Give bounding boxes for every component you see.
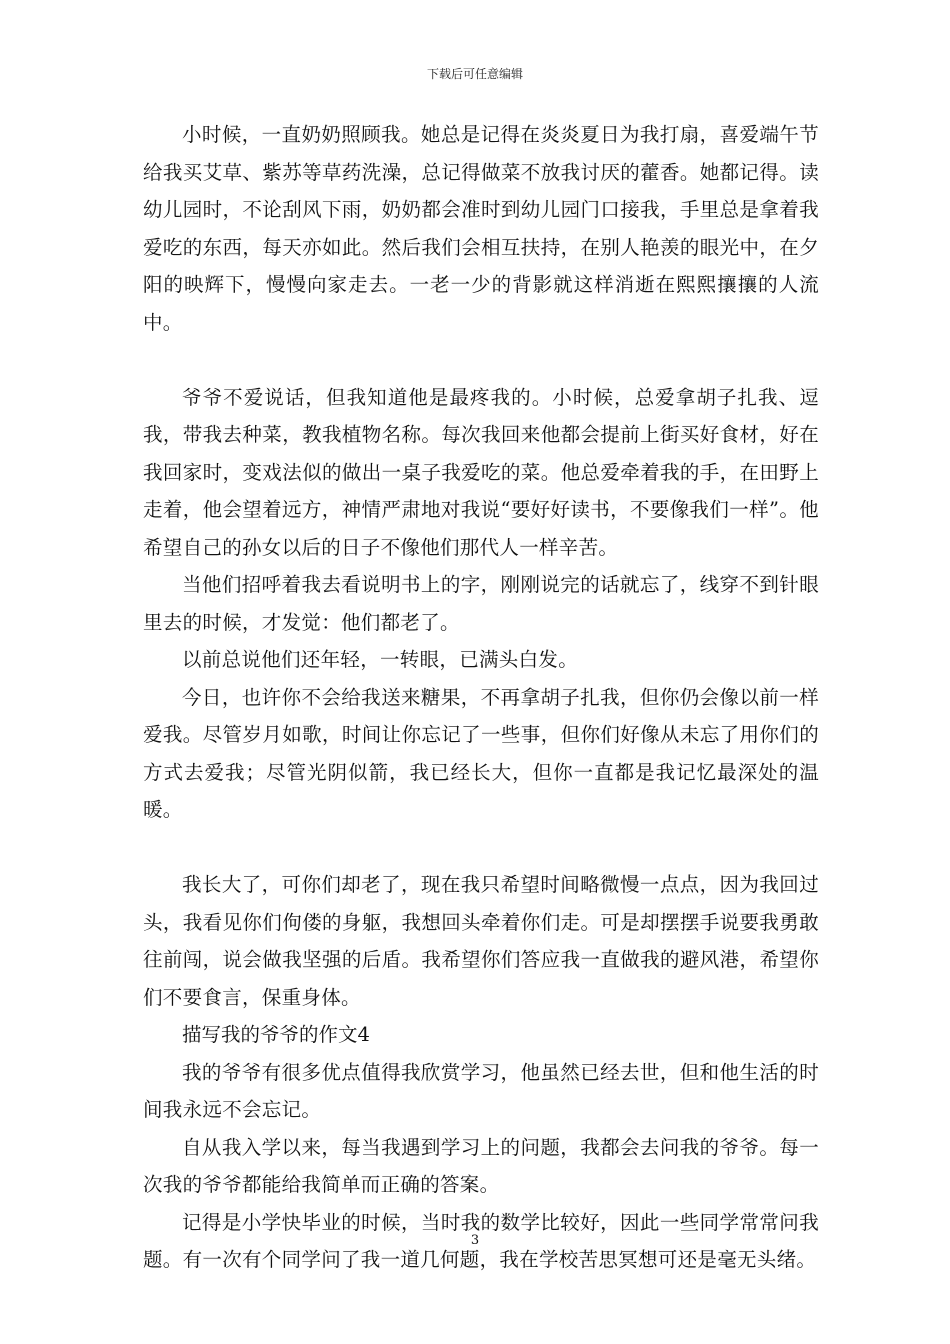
paragraph-still-love-me: 今日，也许你不会给我送来糖果，不再拿胡子扎我，但你仍会像以前一样爱我。尽管岁月如歌，时间让你忘记了一些事，但你们好像从未忘了用你们的方式去爱我；尽管光阴似箭，我已经长大，但你一直都是我记忆最深处的温暖。 <box>143 685 819 821</box>
paragraph-grown-up: 我长大了，可你们却老了，现在我只希望时间略微慢一点点，因为我回过头，我看见你们佝偻的身躯，我想回头牵着你们走。可是却摆摆手说要我勇敢往前闯，说会做我坚强的后盾。我希望你们答应我一直做我的避风港，希望你们不要食言，保重身体。 <box>143 873 819 1009</box>
paragraph-math-question: 记得是小学快毕业的时候，当时我的数学比较好，因此一些同学常常问我题。有一次有个同学问了我一道几何题，我在学校苦思冥想可还是毫无头绪。 <box>143 1210 819 1271</box>
page-header: 下载后可任意编辑 <box>426 67 523 81</box>
paragraph-white-hair: 以前总说他们还年轻，一转眼，已满头白发。 <box>182 648 579 671</box>
paragraph-they-are-old: 当他们招呼着我去看说明书上的字，刚刚说完的话就忘了，线穿不到针眼里去的时候，才发觉：他们都老了。 <box>143 573 819 634</box>
paragraph-ask-grandpa: 自从我入学以来，每当我遇到学习上的问题，我都会去问我的爷爷。每一次我的爷爷都能给我简单而正确的答案。 <box>143 1135 819 1196</box>
page-number: 3 <box>470 1233 480 1248</box>
document-body <box>143 116 819 1279</box>
paragraph-grandma: 小时候，一直奶奶照顾我。她总是记得在炎炎夏日为我打扇，喜爱端午节给我买艾草、紫苏等草药洗澡，总记得做菜不放我讨厌的藿香。她都记得。读幼儿园时，不论刮风下雨，奶奶都会准时到幼儿园门口接我，手里总是拿着我爱吃的东西，每天亦如此。然后我们会相互扶持，在别人艳羡的眼光中，在夕阳的映辉下，慢慢向家走去。一老一少的背影就这样消逝在熙熙攘攘的人流中。 <box>143 123 819 334</box>
paragraph-grandpa: 爷爷不爱说话，但我知道他是最疼我的。小时候，总爱拿胡子扎我、逗我，带我去种菜，教我植物名称。每次我回来他都会提前上街买好食材，好在我回家时，变戏法似的做出一桌子我爱吃的菜。他总爱牵着我的手，在田野上走着，他会望着远方，神情严肃地对我说“要好好读书，不要像我们一样”。他希望自己的孙女以后的日子不像他们那代人一样辛苦。 <box>143 385 819 559</box>
paragraph-grandpa-virtues: 我的爷爷有很多优点值得我欣赏学习，他虽然已经去世，但和他生活的时间我永远不会忘记。 <box>143 1060 819 1121</box>
section-title: 描写我的爷爷的作文4 <box>182 1023 370 1046</box>
